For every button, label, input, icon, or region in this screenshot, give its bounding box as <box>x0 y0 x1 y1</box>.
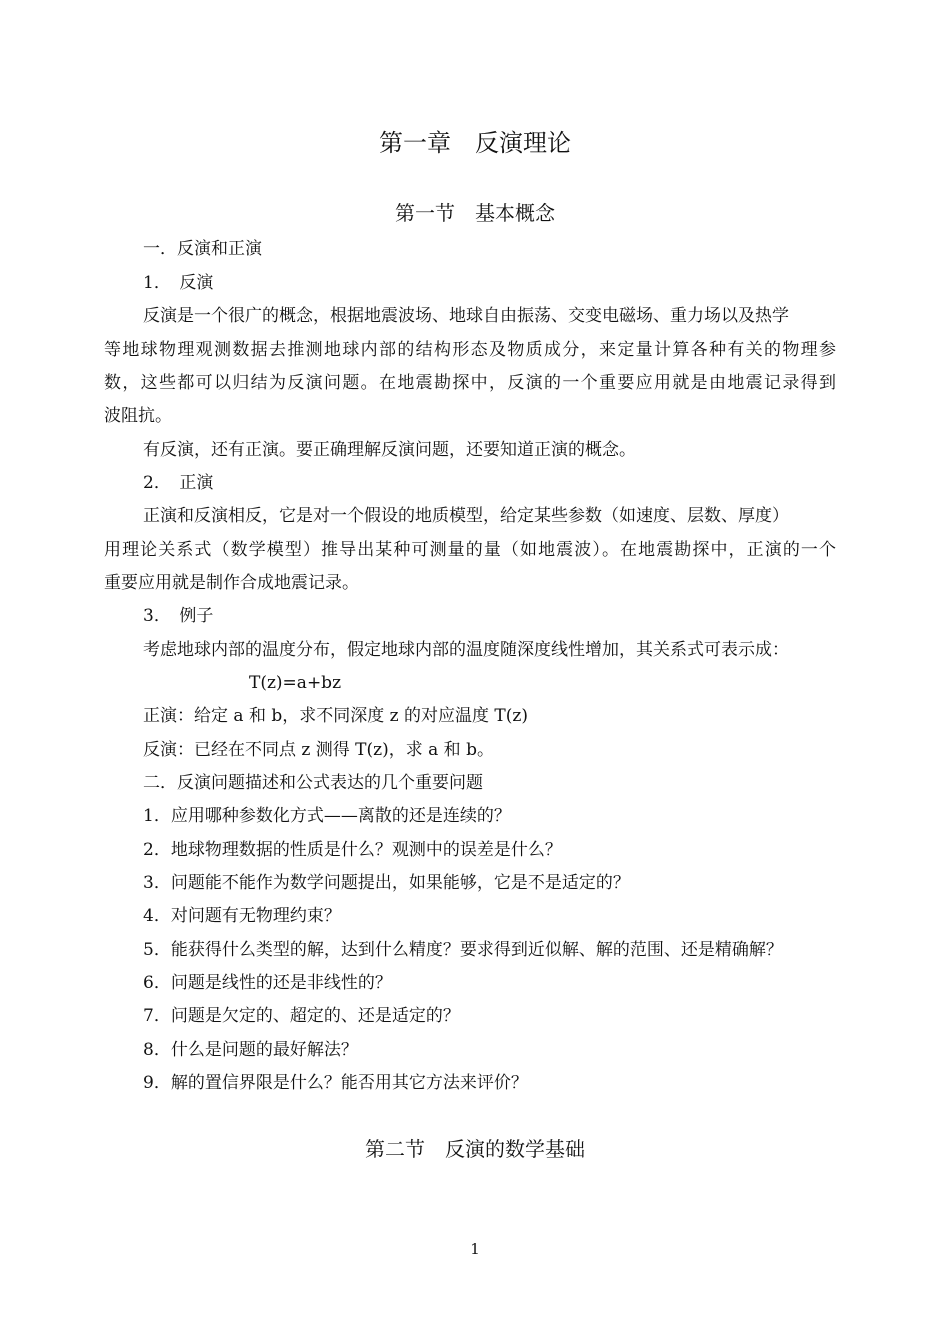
heading-forward-inverse: 一．反演和正演 <box>143 239 262 259</box>
list-item: 3．问题能不能作为数学问题提出，如果能够，它是不是适定的？ <box>143 873 630 893</box>
paragraph: 有反演，还有正演。要正确理解反演问题，还要知道正演的概念。 <box>143 440 636 460</box>
paragraph: 考虑地球内部的温度分布，假定地球内部的温度随深度线性增加，其关系式可表示成： <box>143 640 789 660</box>
paragraph-line: 数，这些都可以归结为反演问题。在地震勘探中，反演的一个重要应用就是由地震记录得到 <box>104 373 836 393</box>
page-number: 1 <box>470 1240 480 1258</box>
list-item: 6．问题是线性的还是非线性的？ <box>143 973 392 993</box>
paragraph-line: 用理论关系式（数学模型）推导出某种可测量的量（如地震波）。在地震勘探中，正演的一个 <box>104 540 836 560</box>
subheading-example: 3． 例子 <box>143 606 214 626</box>
forward-definition: 正演：给定 a 和 b，求不同深度 z 的对应温度 T(z) <box>143 706 528 726</box>
formula: T(z)=a+bz <box>249 673 342 693</box>
paragraph-line: 反演是一个很广的概念，根据地震波场、地球自由振荡、交变电磁场、重力场以及热学 <box>143 306 789 326</box>
chapter-title: 第一章 反演理论 <box>379 129 571 157</box>
subheading-inversion: 1． 反演 <box>143 273 214 293</box>
list-item: 4．对问题有无物理约束？ <box>143 906 341 926</box>
paragraph-line: 重要应用就是制作合成地震记录。 <box>104 573 359 593</box>
paragraph-line: 波阻抗。 <box>104 406 172 426</box>
inverse-definition: 反演：已经在不同点 z 测得 T(z)，求 a 和 b。 <box>143 740 494 760</box>
list-item: 2．地球物理数据的性质是什么？观测中的误差是什么？ <box>143 840 562 860</box>
list-item: 9．解的置信界限是什么？能否用其它方法来评价？ <box>143 1073 528 1093</box>
section-1-title: 第一节 基本概念 <box>395 201 555 225</box>
list-item: 1．应用哪种参数化方式——离散的还是连续的？ <box>143 806 511 826</box>
subheading-forward: 2． 正演 <box>143 473 214 493</box>
list-item: 5．能获得什么类型的解，达到什么精度？要求得到近似解、解的范围、还是精确解？ <box>143 940 783 960</box>
section-2-title: 第二节 反演的数学基础 <box>365 1137 585 1161</box>
paragraph-line: 正演和反演相反，它是对一个假设的地质模型，给定某些参数（如速度、层数、厚度） <box>143 506 789 526</box>
heading-key-questions: 二．反演问题描述和公式表达的几个重要问题 <box>143 773 483 793</box>
list-item: 7．问题是欠定的、超定的、还是适定的？ <box>143 1006 460 1026</box>
paragraph-line: 等地球物理观测数据去推测地球内部的结构形态及物质成分，来定量计算各种有关的物理参 <box>104 340 836 360</box>
list-item: 8．什么是问题的最好解法？ <box>143 1040 358 1060</box>
